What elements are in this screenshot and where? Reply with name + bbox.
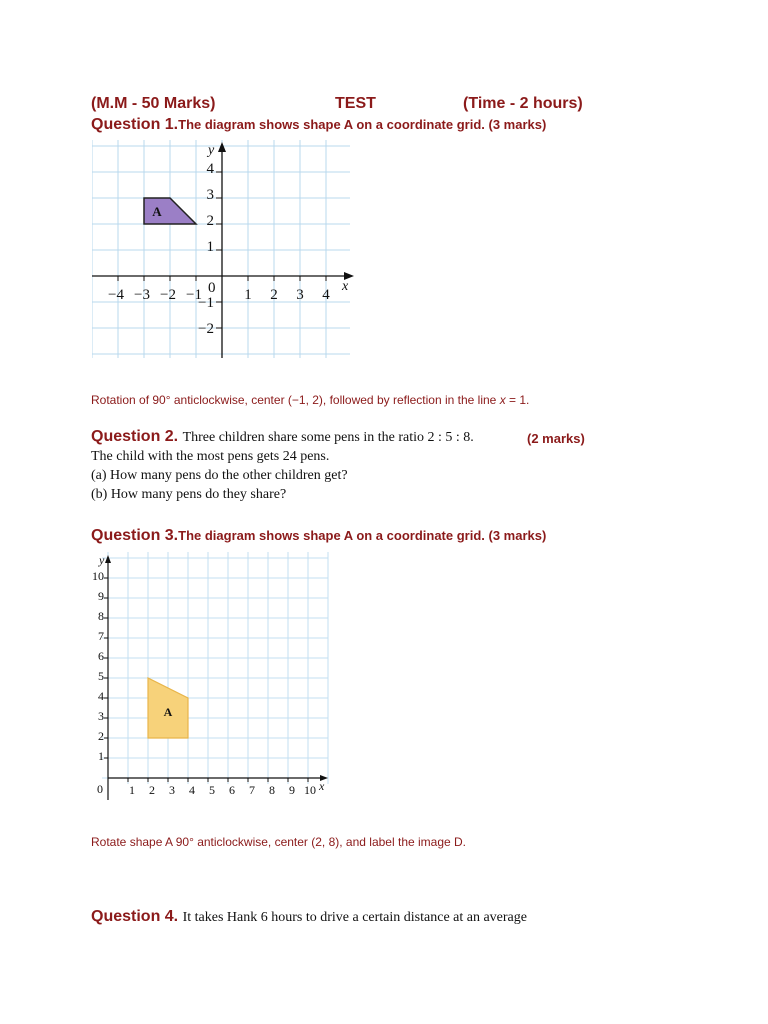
q3-tick-marks [104,578,308,782]
q1-x-tick-label: 1 [244,287,252,303]
question-4-text: It takes Hank 6 hours to drive a certain distance at an average [182,910,527,925]
q1-coordinate-grid [92,140,354,358]
question-1-label: Question 1. [91,116,179,133]
q1-y-tick-label: 2 [206,213,214,229]
q1-x-tick-label: −4 [108,287,124,303]
question-2-part-b: (b) How many pens do they share? [91,487,287,502]
q3-shape-a-label: A [163,705,173,719]
question-4-label: Question 4. [91,908,179,925]
q1-origin-label: 0 [208,280,216,296]
q1-y-tick-label: 1 [206,239,214,255]
question-2-line-1: The child with the most pens gets 24 pens. [91,449,330,464]
q3-y-axis-arrow-icon [105,555,111,563]
q1-y-tick-label: −2 [198,321,214,337]
q1-x-tick-label: −2 [160,287,176,303]
q1-instruction-text: Rotation of 90° anticlockwise, center (−1, 2), followed by reflection in the line [91,393,500,407]
total-marks: (M.M - 50 Marks) [91,95,216,112]
q1-x-tick-label: 3 [296,287,304,303]
q1-y-tick-label: −1 [198,295,214,311]
question-4-heading [91,908,527,926]
q3-y-tick-label: 8 [98,609,104,623]
question-1-heading [91,116,546,134]
q3-x-tick-label: 8 [269,783,275,797]
q1-shape-a-label: A [152,204,162,219]
q1-y-tick-label: 3 [206,187,214,203]
question-3-label: Question 3. [91,527,179,544]
q3-y-tick-label: 7 [98,629,104,643]
q1-x-tick-label: 4 [322,287,330,303]
question-2-text: Three children share some pens in the ratio 2 : 5 : 8. [182,430,474,445]
question-2-heading [91,428,474,446]
q1-instruction-end: = 1. [505,393,530,407]
q3-y-tick-label: 10 [92,569,104,583]
question-3-heading [91,527,546,545]
question-3-instruction: Rotate shape A 90° anticlockwise, center (2, 8), and label the image D. [91,835,467,849]
question-2-marks: (2 marks) [527,431,585,446]
q1-x-tick-label: 2 [270,287,278,303]
q1-x-tick-label: −1 [186,287,202,303]
q3-x-axis-label: x [319,779,325,793]
q3-x-tick-label: 5 [209,783,215,797]
q3-y-tick-label: 3 [98,709,104,723]
q3-y-tick-label: 6 [98,649,104,663]
q3-x-tick-label: 2 [149,783,155,797]
question-2-part-a: (a) How many pens do the other children get? [91,468,348,483]
q1-x-axis-label: x [342,279,349,294]
q1-x-tick-label: −3 [134,287,150,303]
q1-y-tick-label: 4 [206,161,214,177]
q1-y-axis-arrow-icon [218,142,226,152]
q3-y-axis-label: y [99,553,105,567]
q3-x-tick-label: 9 [289,783,295,797]
q3-y-tick-label: 5 [98,669,104,683]
q3-x-tick-label: 3 [169,783,175,797]
q1-instruction-variable: x [499,393,506,407]
question-3-text: The diagram shows shape A on a coordinate grid. (3 marks) [178,528,547,543]
q3-origin-label: 0 [97,782,103,796]
q3-coordinate-grid [88,552,334,800]
q3-y-tick-label: 1 [98,749,104,763]
test-title: TEST [335,95,376,112]
question-1-text: The diagram shows shape A on a coordinate grid. (3 marks) [178,117,547,132]
q3-x-tick-label: 1 [129,783,135,797]
q3-x-tick-label: 7 [249,783,255,797]
q3-y-tick-label: 4 [98,689,104,703]
q3-x-tick-label: 6 [229,783,235,797]
question-2-label: Question 2. [91,428,179,445]
q1-grid-lines [92,140,350,358]
q3-x-tick-label: 4 [189,783,195,797]
time-limit: (Time - 2 hours) [463,95,583,112]
q3-x-tick-label: 10 [304,783,316,797]
q3-y-tick-label: 9 [98,589,104,603]
question-1-instruction [91,393,529,407]
q1-y-axis-label: y [208,143,215,158]
q3-y-tick-label: 2 [98,729,104,743]
q3-grid-lines [102,552,328,784]
